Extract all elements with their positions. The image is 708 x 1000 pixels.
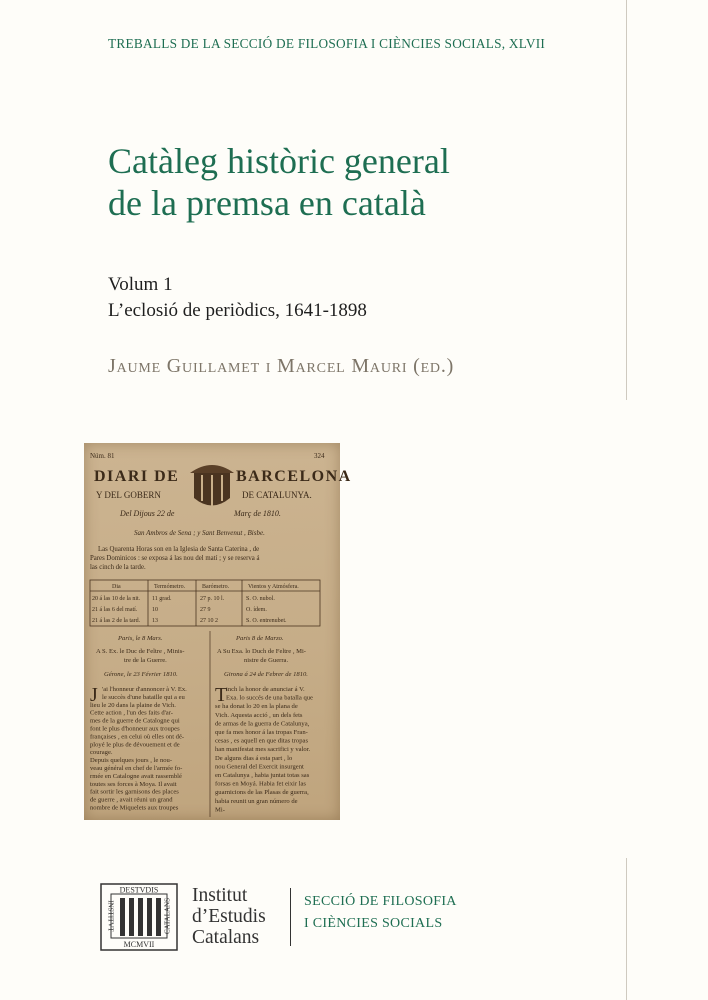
logo-right-text: CATALANS: [163, 898, 172, 934]
logo-bottom-text: MCMVII: [123, 940, 155, 949]
institute-line-1: Institut: [192, 885, 248, 906]
newspaper-text-line: veau général en chef de l'armée fo-: [90, 765, 183, 772]
table-cell: 27 10 2: [200, 618, 218, 624]
newspaper-text-line: se ha donat lo 20 en la plana de: [215, 703, 298, 711]
table-cell: 21 á las 2 de la tard.: [92, 618, 141, 624]
newspaper-text-line: courage.: [90, 749, 113, 757]
section-line-2: I CIÈNCIES SOCIALS: [304, 916, 443, 931]
institute-line-3: Catalans: [192, 927, 260, 948]
institute-line-2: d’Estudis: [192, 906, 266, 927]
logo-top-text: DESTVDIS: [119, 885, 159, 895]
right-drop-cap: T: [215, 684, 228, 706]
iec-logo: [100, 883, 178, 956]
table-header: Dia: [112, 584, 121, 590]
newspaper-notice-1: Las Quarenta Horas son en la Iglesia de Santa Caterina , de: [98, 546, 260, 553]
right-heading-2: nistre de Guerra.: [244, 657, 289, 664]
newspaper-date-left: Del Dijous 22 de: [120, 509, 175, 518]
newspaper-text-line: 'ai l'honneur d'annoncer à V. Ex.: [102, 686, 187, 693]
newspaper-text-line: Vich. Aquesta acció , un dels fets: [215, 711, 303, 719]
section-name: [304, 891, 457, 935]
volume-info: [108, 272, 367, 324]
newspaper-text-line: Exa. lo succés de una batalla que: [226, 694, 313, 702]
left-heading-2: tre de la Guerre.: [124, 657, 167, 664]
table-cell: 13: [152, 618, 158, 624]
left-heading-1: A S. Ex. le Duc de Feltre , Minis-: [96, 648, 185, 655]
table-header: Termómetro.: [154, 584, 186, 590]
book-title-line-2: de la premsa en català: [108, 183, 426, 223]
newspaper-sub-right: DE CATALUNYA.: [242, 490, 312, 500]
newspaper-text-line: nou General del Exercit insurgent: [215, 763, 304, 771]
left-place: Paris, le 8 Mars.: [118, 635, 163, 642]
right-dateline: Girona á 24 de Febrer de 1810.: [224, 671, 308, 678]
newspaper-text-line: Cette action , l'un des faits d'ar-: [90, 709, 173, 717]
section-line-1: SECCIÓ DE FILOSOFIA: [304, 894, 457, 909]
newspaper-head-right: BARCELONA: [236, 468, 352, 485]
coat-of-arms-icon: [190, 465, 234, 506]
newspaper-sub-left: Y DEL GOBERN: [96, 490, 161, 500]
institute-name: [192, 885, 266, 948]
series-title: TREBALLS DE LA SECCIÓ DE FILOSOFIA I CIÈNCIES SOCIALS, XLVII: [108, 36, 546, 51]
newspaper-right-column: [215, 635, 313, 813]
table-cell: 10: [152, 607, 158, 613]
table-header: Vientos y Atmósfera.: [248, 584, 299, 590]
newspaper-text-line: nombre de Miquelets aux troupes: [90, 804, 179, 812]
table-cell: O. ídem.: [246, 607, 267, 613]
logo-left-text: INSTITVT: [106, 900, 115, 932]
table-header: Barómetro.: [202, 584, 230, 590]
newspaper-text-line: ployé le plus de dévouement et de: [90, 741, 180, 749]
newspaper-text-line: en Catalunya , habia juntat totas sas: [215, 772, 310, 779]
newspaper-text-line: inch la honor de anunciar á V.: [226, 686, 305, 693]
newspaper-image: [84, 443, 352, 820]
left-drop-cap: J: [90, 684, 98, 706]
newspaper-notice-3: las cinch de la tarde.: [90, 564, 146, 571]
newspaper-text-line: habia reunit un gran número de: [215, 797, 298, 805]
table-cell: S. O. entrenubet.: [246, 618, 287, 624]
cover-rule-bottom: [626, 858, 627, 1000]
newspaper-number: Núm. 81: [90, 452, 115, 460]
newspaper-left-column: [90, 635, 187, 812]
newspaper-text-line: toutes ses forces à Moya. Il avait: [90, 780, 177, 788]
newspaper-text-line: de guerre , avait réuni un grand: [90, 796, 173, 804]
newspaper-notice-2: Pares Dominicos : se exposa á las nou del matí ; y se reserva á: [90, 555, 260, 562]
newspaper-text-line: Mi-: [215, 806, 225, 814]
newspaper-text-line: De alguns dias á esta part , lo: [215, 754, 293, 762]
newspaper-text-line: mes de la guerre de Catalogne qui: [90, 717, 180, 725]
newspaper-date-right: Març de 1810.: [234, 509, 281, 518]
newspaper-text-line: françaises , en celui où elles ont dé-: [90, 733, 185, 741]
newspaper-text-line: Depuis quelques jours , le nou-: [90, 757, 173, 765]
right-heading-1: A Su Exa. lo Duch de Feltre , Mi-: [217, 648, 307, 655]
editors: Jaume Guillamet i Marcel Mauri (ed.): [108, 355, 455, 377]
volume-subtitle: L’eclosió de periòdics, 1641-1898: [108, 300, 367, 321]
newspaper-text-line: han manifestat mes sacrifici y valor.: [215, 746, 311, 754]
table-cell: 20 á las 10 de la nit.: [92, 596, 141, 602]
newspaper-text-line: fait sortir les garnisons des places: [90, 788, 179, 796]
table-cell: 11 grad.: [152, 596, 172, 602]
table-cell: 21 á las 6 del matí.: [92, 607, 138, 613]
table-cell: 27 p. 10 l.: [200, 596, 225, 602]
book-title: [108, 140, 450, 224]
volume-number: Volum 1: [108, 274, 173, 295]
newspaper-text-line: guarnicions de las Plasas de guerra,: [215, 789, 309, 797]
newspaper-text-line: de armas de la guerra de Catalunya,: [215, 720, 310, 728]
book-title-line-1: Catàleg històric general: [108, 141, 450, 181]
table-cell: 27 9: [200, 607, 211, 613]
newspaper-text-line: que fa mes honor á las tropas Fran-: [215, 729, 308, 736]
newspaper-page: 324: [314, 452, 325, 460]
newspaper-text-line: cesas , es aquell en que ditas tropas: [215, 737, 309, 745]
newspaper-saints: San Ambros de Sena ; y Sant Benvenut , Bisbe.: [134, 529, 265, 537]
logo-separator: [290, 888, 291, 946]
table-cell: S. O. nubol.: [246, 596, 275, 602]
left-dateline: Gérone, le 23 Février 1810.: [104, 671, 178, 678]
newspaper-text-line: forsas en Moyá. Habia fet eixir las: [215, 780, 306, 788]
newspaper-text-line: le succès d'une bataille qui a eu: [102, 693, 185, 701]
newspaper-text-line: rmée en Catalogne avait rassemblé: [90, 772, 182, 780]
cover-rule-top: [626, 0, 627, 400]
newspaper-head-left: DIARI DE: [94, 468, 180, 485]
newspaper-text-line: font le plus d'honneur aux troupes: [90, 725, 180, 733]
newspaper-text-line: lieu le 20 dans la plaine de Vich.: [90, 701, 176, 709]
right-place: Paris 8 de Marzo.: [236, 635, 284, 642]
